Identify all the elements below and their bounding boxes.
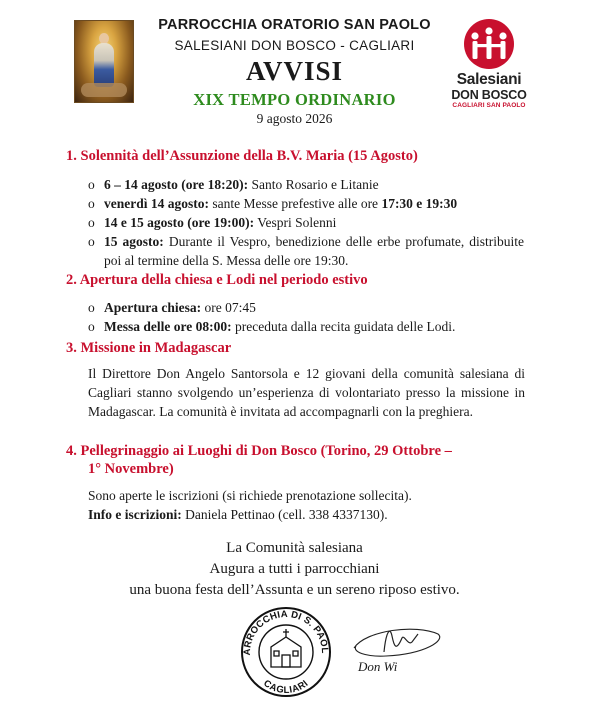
item-bold: venerdì 14 agosto: — [104, 196, 209, 211]
item-bold: 6 – 14 agosto (ore 18:20): — [104, 177, 249, 192]
item-text: Santo Rosario e Litanie — [248, 177, 379, 192]
closing-line-1: La Comunità salesiana — [226, 540, 363, 556]
bulletin-date: 9 agosto 2026 — [256, 111, 333, 126]
list-item — [88, 317, 524, 336]
section-3-paragraph: Il Direttore Don Angelo Santorsola e 12 giovani della comunità salesiana di Cagliari stanno svolgendo un’esperienza di volontariato presso la missione in Madagascar. La comunità è invitata ad accompagnarli con la preghiera. — [88, 366, 525, 419]
item-bold: 14 e 15 agosto (ore 19:00): — [104, 215, 255, 230]
info-contact: Daniela Pettinao (cell. 338 4337130). — [181, 507, 388, 522]
list-item — [88, 298, 524, 317]
parish-name: PARROCCHIA ORATORIO SAN PAOLO — [158, 17, 431, 33]
bullet-icon: o — [88, 177, 95, 192]
parish-subtitle: SALESIANI DON BOSCO - CAGLIARI — [174, 38, 415, 53]
logo-brand-line2: DON BOSCO — [451, 88, 527, 102]
stamp-top-text: ARROCCHIA DI S. PAOL — [241, 608, 331, 656]
bullet-icon: o — [88, 215, 95, 230]
item-text: ore 07:45 — [201, 300, 256, 315]
section-2-list — [88, 298, 524, 336]
svg-text:PARROCCHIA DI S. PAOLO — [238, 603, 330, 656]
list-item — [88, 213, 524, 232]
item-bold: Apertura chiesa: — [104, 300, 202, 315]
section-2-heading: 2. Apertura della chiesa e Lodi nel periodo estivo — [66, 272, 368, 288]
bullet-icon: o — [88, 319, 95, 334]
item-text: sante Messe prefestive alle ore — [209, 196, 382, 211]
parish-stamp — [238, 603, 334, 698]
item-bold: Messa delle ore 08:00: — [104, 319, 232, 334]
section-4-info — [88, 505, 525, 524]
section-1-list — [88, 175, 524, 270]
item-text: Durante il Vespro, benedizione delle erbe profumate, distribuite poi al termine della S. Messa delle ore 19:30. — [104, 234, 525, 268]
salesiani-logo — [444, 18, 574, 110]
info-label: Info e iscrizioni: — [88, 507, 182, 522]
section-4-paragraph: Sono aperte le iscrizioni (si richiede prenotazione sollecita). — [88, 488, 412, 503]
page-title: AVVISI — [245, 56, 344, 86]
logo-brand-line3: CAGLIARI SAN PAOLO — [452, 102, 526, 109]
list-item — [88, 194, 524, 213]
item-text: preceduta dalla recita guidata delle Lodi. — [231, 319, 456, 334]
stamp-bottom-text: CAGLIARI — [261, 677, 311, 697]
list-item — [88, 232, 524, 270]
signature-name: Don Wi — [358, 659, 398, 674]
section-1-heading: 1. Solennità dell’Assunzione della B.V. Maria (15 Agosto) — [66, 148, 418, 164]
item-bold-times: 17:30 e 19:30 — [381, 196, 458, 211]
section-4-heading: 4. Pellegrinaggio ai Luoghi di Don Bosco (Torino, 29 Ottobre – — [66, 443, 452, 459]
closing-line-3: una buona festa dell’Assunta e un sereno riposo estivo. — [129, 582, 460, 598]
closing-line-2: Augura a tutti i parrocchiani — [209, 561, 380, 577]
salesian-logo-icon — [444, 18, 534, 72]
item-bold: 15 agosto: — [104, 234, 164, 249]
bullet-icon: o — [88, 196, 95, 211]
section-3-heading: 3. Missione in Madagascar — [66, 340, 232, 356]
section-4-heading-line2: 1° Novembre) — [88, 461, 174, 477]
item-text: Vespri Solenni — [254, 215, 337, 230]
bullet-icon: o — [88, 234, 95, 249]
logo-brand: Salesiani — [456, 71, 522, 88]
list-item — [88, 175, 524, 194]
bullet-icon: o — [88, 300, 95, 315]
church-stamp-icon — [238, 603, 334, 698]
liturgical-time: XIX TEMPO ORDINARIO — [193, 90, 396, 109]
